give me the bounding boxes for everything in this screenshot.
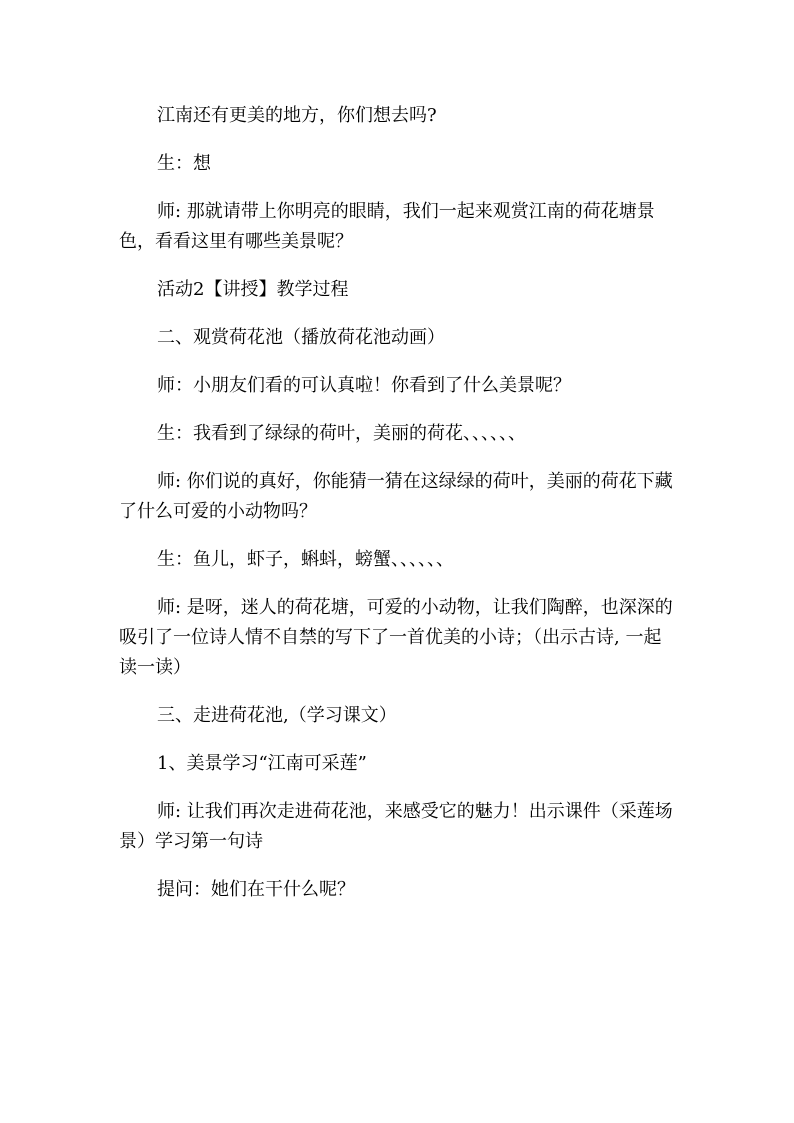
paragraph-5: 二、观赏荷花池（播放荷花池动画） (157, 327, 445, 348)
paragraph-7: 生：我看到了绿绿的荷叶，美丽的荷花、、、、、、 (157, 423, 526, 444)
paragraph-9: 生：鱼儿，虾子，蝌蚪，螃蟹、、、、、、 (157, 549, 454, 570)
paragraph-10: 师: 是呀，迷人的荷花塘，可爱的小动物，让我们陶醉，也深深的吸引了一位诗人情不自禁的写下了一首优美的小诗；（出示古诗, 一起读一读） (119, 597, 673, 678)
document-body (119, 101, 679, 905)
paragraph-13: 师: 让我们再次走进荷花池，来感受它的魅力！出示课件（采莲场景）学习第一句诗 (119, 801, 673, 852)
paragraph-12: 1、美景学习“江南可采莲” (157, 753, 367, 774)
paragraph-6: 师：小朋友们看的可认真啦！你看到了什么美景呢？ (157, 375, 571, 396)
paragraph-2: 生：想 (157, 153, 211, 174)
paragraph-8: 师: 你们说的真好，你能猜一猜在这绿绿的荷叶，美丽的荷花下藏了什么可爱的小动物吗？ (119, 471, 673, 522)
paragraph-11: 三、走进荷花池,（学习课文） (157, 705, 397, 726)
paragraph-3: 师: 那就请带上你明亮的眼睛，我们一起来观赏江南的荷花塘景色，看看这里有哪些美景呢？ (119, 201, 655, 252)
paragraph-14: 提问：她们在干什么呢？ (157, 879, 355, 900)
paragraph-4: 活动2【讲授】教学过程 (157, 279, 349, 300)
paragraph-1: 江南还有更美的地方，你们想去吗? (157, 105, 437, 126)
